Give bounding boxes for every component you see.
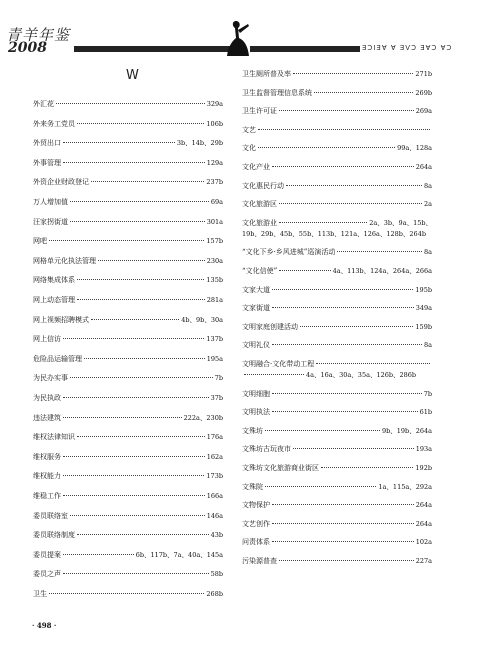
index-entry	[242, 143, 432, 153]
index-term: 文殊院	[242, 482, 263, 491]
dot-leader	[272, 393, 422, 394]
index-term: 卫生监督管理信息系统	[242, 88, 312, 97]
index-term: 为民办实事	[33, 374, 68, 383]
header-rule-left	[74, 46, 242, 52]
index-entry	[242, 218, 432, 228]
index-entry	[242, 88, 432, 98]
index-term: 网格单元化执法管理	[33, 256, 96, 265]
index-entry	[33, 197, 223, 207]
dot-leader	[49, 240, 204, 241]
dot-leader	[70, 377, 213, 378]
index-term: 委员联络制度	[33, 531, 75, 540]
dot-leader	[316, 363, 430, 364]
dot-leader	[63, 162, 205, 163]
index-entry	[33, 471, 223, 481]
index-term: 文化惠民行动	[242, 181, 284, 190]
dot-leader	[258, 129, 430, 130]
dot-leader	[77, 279, 204, 280]
dot-leader	[77, 299, 205, 300]
dot-leader	[63, 554, 134, 555]
dot-leader	[77, 123, 204, 124]
index-term: “文化信使”	[242, 267, 278, 275]
index-entry	[33, 511, 223, 521]
index-entry	[242, 426, 432, 436]
dot-leader	[286, 185, 422, 186]
page-reference: 137b	[206, 335, 223, 344]
page-reference: 37b	[210, 394, 223, 402]
page-header	[0, 0, 480, 62]
page-reference: 173b	[206, 472, 223, 481]
index-term: 汪家拐街道	[33, 217, 68, 226]
page-reference: 159b	[415, 322, 432, 331]
index-term: 问责体系	[242, 538, 270, 547]
dot-leader	[293, 73, 413, 74]
index-term: 万人增加值	[33, 198, 68, 206]
index-entry	[33, 452, 223, 462]
page-reference: 8a	[423, 181, 432, 190]
dot-leader	[321, 467, 413, 468]
index-entry	[33, 119, 223, 129]
index-term: 为民执政	[33, 394, 61, 402]
dot-leader	[337, 251, 422, 252]
page-reference: 268b	[206, 590, 223, 598]
index-entry	[242, 556, 432, 566]
index-term: 文化	[242, 144, 256, 153]
page-reference: 8a	[423, 248, 432, 257]
dot-leader	[272, 541, 414, 542]
dot-leader	[272, 307, 414, 308]
dot-leader	[63, 573, 209, 574]
page-reference: 162a	[206, 452, 223, 461]
index-term: 污染源普查	[242, 557, 277, 565]
index-entry	[33, 354, 223, 364]
index-entry	[242, 181, 432, 191]
page-number: · 498 ·	[32, 621, 57, 630]
index-entry	[33, 138, 223, 148]
index-term: 危险品运输管理	[33, 354, 82, 363]
dot-leader	[63, 417, 182, 418]
index-term: 网络集成体系	[33, 276, 75, 285]
index-term: 文明融合·文化带动工程	[242, 360, 315, 368]
index-entry	[242, 444, 432, 454]
index-entry	[242, 500, 432, 510]
index-entry	[242, 69, 432, 79]
index-entry	[33, 315, 223, 325]
index-term: 违法建筑	[33, 413, 61, 422]
index-term: 网上信访	[33, 335, 61, 344]
index-entry	[33, 256, 223, 266]
dot-leader	[70, 201, 209, 202]
dot-leader	[279, 270, 330, 271]
index-entry	[33, 393, 223, 403]
index-entry	[33, 491, 223, 501]
index-entry	[242, 106, 432, 116]
dot-leader	[84, 358, 205, 359]
index-entry	[33, 373, 223, 383]
page-reference: 227a	[415, 557, 432, 565]
index-entry	[242, 285, 432, 295]
page-reference: 349a	[415, 304, 432, 313]
page-reference: 2a、3b、9a、15b、	[369, 218, 432, 227]
index-term: 委员提案	[33, 550, 61, 559]
index-term: 卫生	[33, 590, 47, 598]
dot-leader	[91, 319, 179, 320]
index-term: 维权法律知识	[33, 433, 75, 442]
page-reference: 222a、230b	[183, 413, 223, 422]
page-reference: 157b	[206, 237, 223, 246]
dot-leader	[272, 523, 414, 524]
index-entry	[242, 463, 432, 473]
index-entry	[242, 303, 432, 313]
dot-leader	[244, 374, 304, 375]
page-reference: 193a	[415, 445, 432, 454]
index-entry	[242, 199, 432, 209]
dot-leader	[300, 326, 413, 327]
index-term: 委员联络室	[33, 511, 68, 520]
dot-leader	[56, 103, 205, 104]
dancer-ornament-icon	[222, 18, 252, 58]
index-entry	[33, 432, 223, 442]
index-entry-continuation: 19b、29b、45b、55b、113b、121a、126a、128b、264b	[242, 229, 426, 238]
index-entry	[33, 236, 223, 246]
page-reference: 281a	[206, 296, 223, 304]
dot-leader	[279, 203, 422, 204]
index-entry	[33, 413, 223, 423]
index-term: “文化下乡·乡风进城”巡演活动	[242, 248, 336, 257]
index-entry	[242, 482, 432, 492]
dot-leader	[63, 397, 209, 398]
index-entry	[33, 217, 223, 227]
dot-leader	[63, 495, 205, 496]
dot-leader	[272, 504, 414, 505]
page-reference: 135b	[206, 276, 223, 285]
index-entry	[242, 359, 432, 369]
index-term: 文艺	[242, 125, 256, 134]
index-entry	[242, 125, 432, 135]
dot-leader	[314, 92, 413, 93]
page-reference: 237b	[206, 178, 223, 187]
index-entry	[242, 247, 432, 257]
page-reference: 4a、113b、124a、264a、266a	[332, 267, 432, 275]
index-term: 文艺创作	[242, 519, 270, 528]
index-entry	[33, 334, 223, 344]
dot-leader	[70, 221, 205, 222]
yearbook-year: 2008	[8, 40, 47, 56]
page-reference: 230a	[206, 256, 223, 265]
page-reference: 269b	[415, 88, 432, 97]
index-term: 卫生许可证	[242, 107, 277, 116]
dot-leader	[91, 181, 204, 182]
index-entry	[33, 158, 223, 168]
page-reference: 1a、115a、292a	[378, 482, 432, 491]
page-reference: 9b、19b、264a	[381, 426, 432, 435]
page-reference: 99a、128a	[397, 144, 432, 153]
dot-leader	[49, 593, 204, 594]
page-reference: 6b、117b、7a、40a、145a	[135, 550, 223, 559]
index-term: 文殊坊古玩夜市	[242, 445, 291, 454]
page-reference: 166a	[206, 492, 223, 500]
index-term: 网上动态管理	[33, 296, 75, 304]
page-reference: 271b	[415, 70, 432, 78]
dot-leader	[279, 560, 414, 561]
page-reference: 3b、14b、29b	[176, 139, 223, 148]
index-entry	[33, 177, 223, 187]
index-entry	[242, 519, 432, 529]
dot-leader	[63, 142, 175, 143]
dot-leader	[272, 166, 414, 167]
page-reference: 129a	[206, 158, 223, 167]
dot-leader	[77, 436, 205, 437]
index-term: 文殊坊	[242, 426, 263, 435]
page-reference: 106b	[206, 119, 223, 128]
page-reference: 329a	[206, 100, 223, 108]
dot-leader	[70, 515, 205, 516]
dot-leader	[272, 344, 422, 345]
index-entry	[242, 389, 432, 399]
index-term: 网上视频招聘模式	[33, 315, 89, 324]
running-title: ƎƆIƎⱯ Ɐ ƎVƆ ƎⱯƆ ⱯƆ	[362, 44, 453, 52]
index-term: 文明执法	[242, 408, 270, 417]
index-term: 文物保护	[242, 501, 270, 510]
page-reference: 4a、16a、30a、35a、126b、286b	[306, 371, 417, 379]
page-reference: 69a	[210, 198, 223, 206]
index-entry	[242, 537, 432, 547]
index-term: 委员之声	[33, 570, 61, 579]
index-term: 维权能力	[33, 472, 61, 481]
index-term: 文家街道	[242, 304, 270, 313]
index-term: 文明礼仪	[242, 341, 270, 350]
page-reference: 102a	[415, 538, 432, 547]
index-term: 文化产业	[242, 163, 270, 171]
dot-leader	[265, 430, 380, 431]
page-reference: 269a	[415, 107, 432, 116]
page-reference: 43b	[210, 531, 223, 540]
index-entry	[33, 275, 223, 285]
index-term: 文明家庭创建活动	[242, 322, 298, 331]
index-term: 外贸出口	[33, 139, 61, 148]
index-term: 外事管理	[33, 158, 61, 167]
index-term: 文化旅游区	[242, 200, 277, 209]
dot-leader	[63, 338, 204, 339]
dot-leader	[279, 222, 367, 223]
dot-leader	[279, 110, 414, 111]
index-term: 外汇花	[33, 100, 54, 108]
dot-leader	[293, 448, 414, 449]
page-reference: 192b	[415, 464, 432, 472]
index-entry	[33, 550, 223, 560]
page-reference: 264a	[415, 501, 432, 510]
section-letter: W	[126, 68, 139, 83]
index-entry	[33, 530, 223, 540]
index-term: 文明细胞	[242, 389, 270, 398]
index-entry	[242, 407, 432, 417]
index-entry	[33, 295, 223, 305]
page-reference: 7b	[423, 389, 432, 398]
page-reference: 195b	[415, 285, 432, 294]
index-term: 外来务工党员	[33, 119, 75, 128]
index-term: 文家大道	[242, 285, 270, 294]
dot-leader	[77, 534, 209, 535]
index-entry-continuation	[242, 370, 432, 380]
page-reference: 176a	[206, 433, 223, 442]
yearbook-title: 青羊年鉴	[6, 26, 71, 44]
dot-leader	[272, 411, 418, 412]
dot-leader	[63, 475, 204, 476]
dot-leader	[63, 456, 205, 457]
page-reference: 146a	[206, 511, 223, 520]
index-entry	[242, 340, 432, 350]
index-term: 维权服务	[33, 452, 61, 461]
index-term: 外资企业财政登记	[33, 178, 89, 187]
dot-leader	[98, 260, 205, 261]
dot-leader	[272, 289, 413, 290]
page-reference: 301a	[206, 217, 223, 226]
page-reference: 61b	[419, 408, 432, 417]
index-entry	[33, 589, 223, 599]
page-reference: 264a	[415, 519, 432, 528]
dot-leader	[265, 486, 376, 487]
page-reference: 264a	[415, 163, 432, 171]
index-term: 文殊坊文化旅游商业街区	[242, 464, 319, 472]
index-term: 卫生厕所普及率	[242, 70, 291, 78]
page-reference: 7b	[214, 374, 223, 383]
dot-leader	[258, 147, 395, 148]
index-entry	[33, 569, 223, 579]
page-reference: 58b	[210, 570, 223, 579]
index-entry	[242, 322, 432, 332]
index-entry	[33, 99, 223, 109]
index-term: 文化旅游业	[242, 218, 277, 227]
index-entry	[242, 162, 432, 172]
index-entry	[242, 266, 432, 276]
page-reference: 195a	[206, 354, 223, 363]
header-rule-right	[250, 46, 360, 52]
page-reference: 2a	[423, 200, 432, 209]
index-term: 网吧	[33, 237, 47, 246]
page-reference: 4b、9b、30a	[181, 315, 223, 324]
page-reference: 8a	[423, 341, 432, 350]
index-term: 维稳工作	[33, 492, 61, 500]
